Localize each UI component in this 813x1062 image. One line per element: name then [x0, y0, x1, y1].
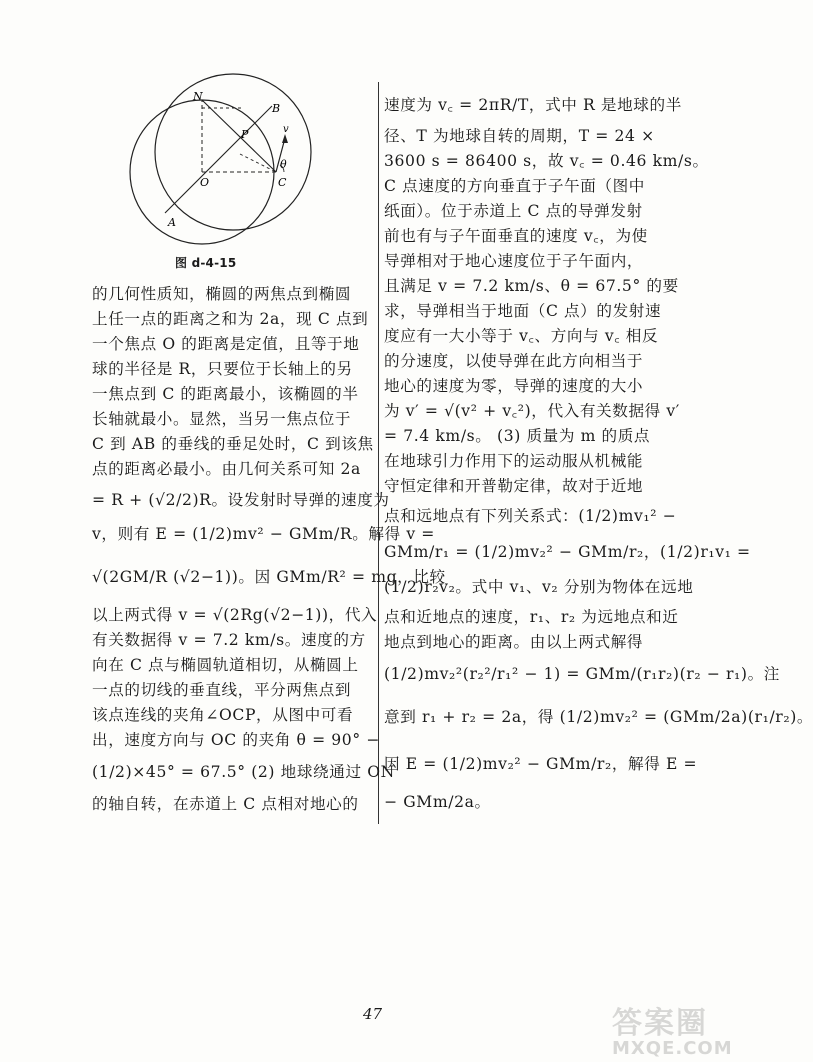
label-c: C — [278, 176, 287, 189]
text-line: 为 v′ = √(v² + v꜀²)，代入有关数据得 v′ — [384, 402, 680, 420]
text-line: 的几何性质知，椭圆的两焦点到椭圆 — [92, 285, 352, 303]
text-line: 点的距离必最小。由几何关系可知 2a — [92, 460, 361, 478]
text-line: 以上两式得 v = √(2Rg(√2−1))，代入 — [92, 606, 378, 624]
watermark-logo — [612, 998, 737, 1059]
text-line: C 点速度的方向垂直于子午面（图中 — [384, 177, 645, 195]
text-line: (1/2)r₂v₂。式中 v₁、v₂ 分别为物体在远地 — [384, 578, 694, 596]
text-line: (1/2)×45° = 67.5° (2) 地球绕通过 ON — [92, 763, 395, 781]
text-line: 地心的速度为零，导弹的速度的大小 — [384, 377, 644, 395]
text-line: = 7.4 km/s。 (3) 质量为 m 的质点 — [384, 427, 651, 445]
geometry-figure — [120, 88, 315, 248]
line-pc — [240, 154, 276, 172]
text-line: 地点到地心的距离。由以上两式解得 — [384, 633, 644, 651]
text-line: 求，导弹相当于地面（C 点）的发射速 — [384, 302, 662, 320]
label-v: v — [283, 124, 289, 135]
text-line: − GMm/2a。 — [384, 793, 491, 811]
text-line: 一个焦点 O 的距离是定值，且等于地 — [92, 335, 360, 353]
label-b: B — [272, 102, 281, 115]
line-ab — [165, 106, 272, 213]
text-line: 且满足 v = 7.2 km/s、θ = 67.5° 的要 — [384, 277, 679, 295]
text-line: 的分速度，以使导弹在此方向相当于 — [384, 352, 644, 370]
text-line: 守恒定律和开普勒定律，故对于近地 — [384, 477, 644, 495]
text-line: 纸面）。位于赤道上 C 点的导弹发射 — [384, 202, 643, 220]
text-line: 该点连线的夹角∠OCP，从图中可看 — [92, 706, 354, 724]
text-line: 在地球引力作用下的运动服从机械能 — [384, 452, 644, 470]
text-line: 出，速度方向与 OC 的夹角 θ = 90° − — [92, 731, 380, 749]
text-line: 球的半径是 R，只要位于长轴上的另 — [92, 360, 353, 378]
text-line: 意到 r₁ + r₂ = 2a，得 (1/2)mv₂² = (GMm/2a)(r₁/r₂)。 — [384, 708, 813, 726]
watermark-top: 答案圈 — [612, 1006, 708, 1041]
text-line: 速度为 v꜀ = 2πR/T，式中 R 是地球的半 — [384, 96, 682, 114]
text-line: 的轴自转，在赤道上 C 点相对地心的 — [92, 795, 359, 813]
label-n: N — [193, 90, 203, 103]
text-line: 点和远地点有下列关系式：(1/2)mv₁² − — [384, 507, 677, 525]
text-line: √(2GM/R (√2−1))。因 GMm/R² = mg，比较 — [92, 568, 446, 586]
text-line: 向在 C 点与椭圆轨道相切，从椭圆上 — [92, 656, 359, 674]
orbit-ellipse — [155, 74, 311, 230]
text-line: GMm/r₁ = (1/2)mv₂² − GMm/r₂，(1/2)r₁v₁ = — [384, 543, 751, 561]
text-line: 径、T 为地球自转的周期，T = 24 × — [384, 127, 655, 145]
label-a: A — [168, 216, 176, 229]
text-line: 度应有一大小等于 v꜀、方向与 v꜀ 相反 — [384, 327, 659, 345]
text-line: 导弹相对于地心速度位于子午面内， — [384, 252, 644, 270]
text-line: 3600 s = 86400 s，故 v꜀ = 0.46 km/s。 — [384, 152, 709, 170]
text-line: v，则有 E = (1/2)mv² − GMm/R。解得 v = — [92, 525, 435, 543]
page-number: 47 — [363, 1005, 383, 1023]
text-line: 因 E = (1/2)mv₂² − GMm/r₂，解得 E = — [384, 755, 698, 773]
label-p: P — [241, 128, 249, 141]
text-line: 有关数据得 v = 7.2 km/s。速度的方 — [92, 631, 366, 649]
text-line: = R + (√2/2)R。设发射时导弹的速度为 — [92, 491, 390, 509]
text-line: 前也有与子午面垂直的速度 v꜀，为使 — [384, 227, 648, 245]
text-line: 点和近地点的速度，r₁、r₂ 为远地点和近 — [384, 608, 679, 626]
watermark-bottom: MXQE.COM — [612, 1038, 733, 1059]
text-line: 一焦点到 C 的距离最小，该椭圆的半 — [92, 385, 359, 403]
column-divider — [378, 82, 379, 824]
text-line: (1/2)mv₂²(r₂²/r₁² − 1) = GMm/(r₁r₂)(r₂ − r₁)。注 — [384, 665, 780, 683]
figure-caption: 图 d-4-15 — [175, 256, 237, 270]
text-line: 长轴就最小。显然，当另一焦点位于 — [92, 410, 352, 428]
label-theta: θ — [280, 158, 287, 171]
velocity-arrowhead — [282, 134, 288, 143]
text-line: C 到 AB 的垂线的垂足处时，C 到该焦 — [92, 435, 374, 453]
label-o: O — [200, 176, 210, 189]
text-line: 上任一点的距离之和为 2a，现 C 点到 — [92, 310, 369, 328]
text-line: 一点的切线的垂直线，平分两焦点到 — [92, 681, 352, 699]
